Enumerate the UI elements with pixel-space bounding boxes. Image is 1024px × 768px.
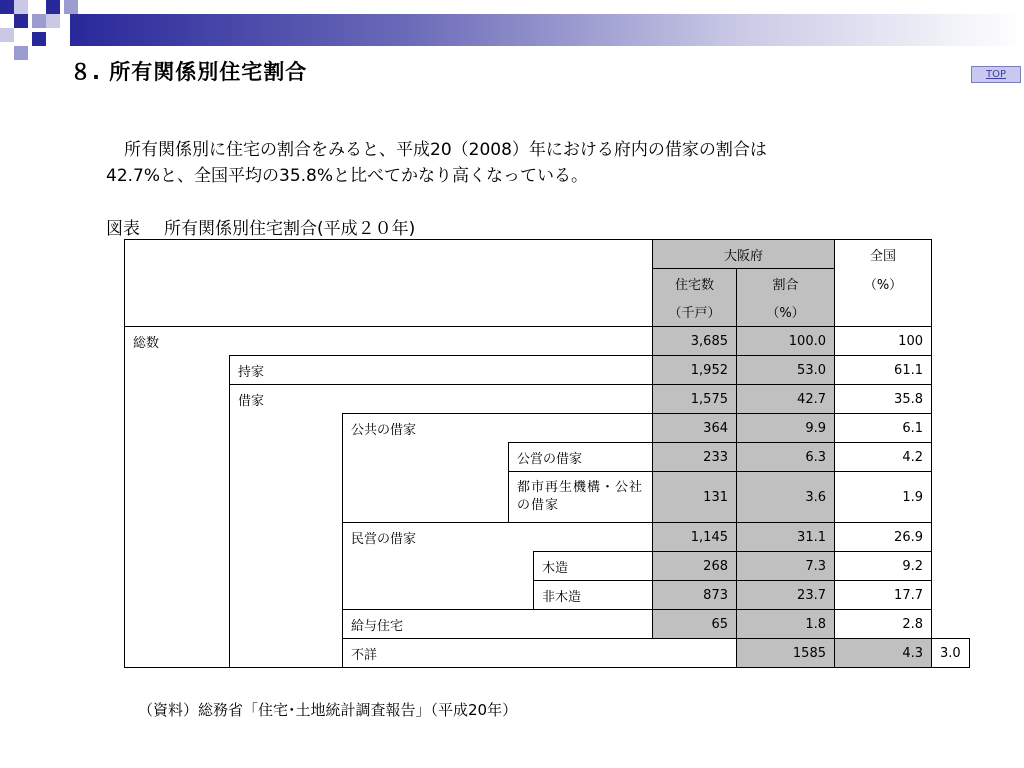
cell-count: 131 bbox=[653, 472, 737, 523]
intro-paragraph bbox=[106, 137, 946, 189]
cell-national: 6.1 bbox=[835, 414, 932, 443]
table-row bbox=[125, 385, 970, 414]
cell-national: 3.0 bbox=[932, 639, 970, 668]
cell-count: 65 bbox=[653, 610, 737, 639]
page-title: ８. 所有関係別住宅割合 bbox=[70, 60, 308, 84]
cell-national: 17.7 bbox=[835, 581, 932, 610]
cell-share: 100.0 bbox=[737, 327, 835, 356]
cell-share: 53.0 bbox=[737, 356, 835, 385]
cell-national: 26.9 bbox=[835, 523, 932, 552]
header-share-unit: （%） bbox=[737, 298, 835, 327]
cell-national: 9.2 bbox=[835, 552, 932, 581]
row-label-wooden: 木造 bbox=[534, 552, 653, 581]
row-label-company: 給与住宅 bbox=[343, 610, 653, 639]
row-label-public: 公共の借家 bbox=[343, 414, 653, 443]
cell-count: 364 bbox=[653, 414, 737, 443]
cell-share: 1.8 bbox=[737, 610, 835, 639]
header-national: 全国 bbox=[835, 240, 932, 269]
row-label-unknown: 不詳 bbox=[343, 639, 737, 668]
cell-count: 873 bbox=[653, 581, 737, 610]
header-gradient-bar bbox=[70, 14, 1024, 46]
cell-share: 6.3 bbox=[737, 443, 835, 472]
header-share: 割合 bbox=[737, 269, 835, 298]
cell-share: 31.1 bbox=[737, 523, 835, 552]
header-osaka: 大阪府 bbox=[653, 240, 835, 269]
cell-national: 100 bbox=[835, 327, 932, 356]
indent-cell bbox=[230, 414, 343, 668]
intro-line-2: 42.7%と、全国平均の35.8%と比べてかなり高くなっている。 bbox=[106, 166, 589, 186]
indent-cell bbox=[343, 443, 509, 523]
cell-national: 1.9 bbox=[835, 472, 932, 523]
intro-line-1: 所有関係別に住宅の割合をみると、平成20（2008）年における府内の借家の割合は bbox=[124, 140, 767, 160]
figure-caption bbox=[106, 214, 415, 239]
row-label-rented: 借家 bbox=[230, 385, 653, 414]
row-label-ur: 都市再生機構・公社の借家 bbox=[509, 472, 653, 523]
cell-count: 268 bbox=[653, 552, 737, 581]
row-label-private: 民営の借家 bbox=[343, 523, 653, 552]
row-label-owned: 持家 bbox=[230, 356, 653, 385]
cell-count: 1,575 bbox=[653, 385, 737, 414]
header-count-unit: （千戸） bbox=[653, 298, 737, 327]
cell-share: 3.6 bbox=[737, 472, 835, 523]
source-note: （資料）総務省「住宅･土地統計調査報告」（平成20年） bbox=[138, 701, 518, 719]
table-row bbox=[125, 414, 970, 443]
cell-national: 4.2 bbox=[835, 443, 932, 472]
indent-cell bbox=[343, 552, 534, 610]
cell-share: 23.7 bbox=[737, 581, 835, 610]
row-label-municipal: 公営の借家 bbox=[509, 443, 653, 472]
table-row bbox=[125, 327, 970, 356]
caption-text: 所有関係別住宅割合(平成２０年) bbox=[164, 219, 416, 239]
cell-count: 1585 bbox=[737, 639, 835, 668]
cell-national: 35.8 bbox=[835, 385, 932, 414]
cell-count: 233 bbox=[653, 443, 737, 472]
cell-count: 1,952 bbox=[653, 356, 737, 385]
row-label-total: 総数 bbox=[125, 327, 653, 356]
cell-count: 1,145 bbox=[653, 523, 737, 552]
cell-count: 3,685 bbox=[653, 327, 737, 356]
cell-share: 7.3 bbox=[737, 552, 835, 581]
cell-share: 4.3 bbox=[835, 639, 932, 668]
cell-share: 42.7 bbox=[737, 385, 835, 414]
cell-national: 61.1 bbox=[835, 356, 932, 385]
housing-ownership-table bbox=[124, 239, 970, 668]
table-row bbox=[125, 356, 970, 385]
header-count: 住宅数 bbox=[653, 269, 737, 298]
header-national-spacer bbox=[835, 298, 932, 327]
header-national-unit: （%） bbox=[835, 269, 932, 298]
top-link-button[interactable]: TOP bbox=[971, 66, 1021, 83]
indent-cell bbox=[125, 356, 230, 668]
row-label-nonwooden: 非木造 bbox=[534, 581, 653, 610]
cell-national: 2.8 bbox=[835, 610, 932, 639]
cell-share: 9.9 bbox=[737, 414, 835, 443]
table-corner-cell bbox=[125, 240, 653, 327]
caption-label: 図表 bbox=[106, 219, 140, 239]
